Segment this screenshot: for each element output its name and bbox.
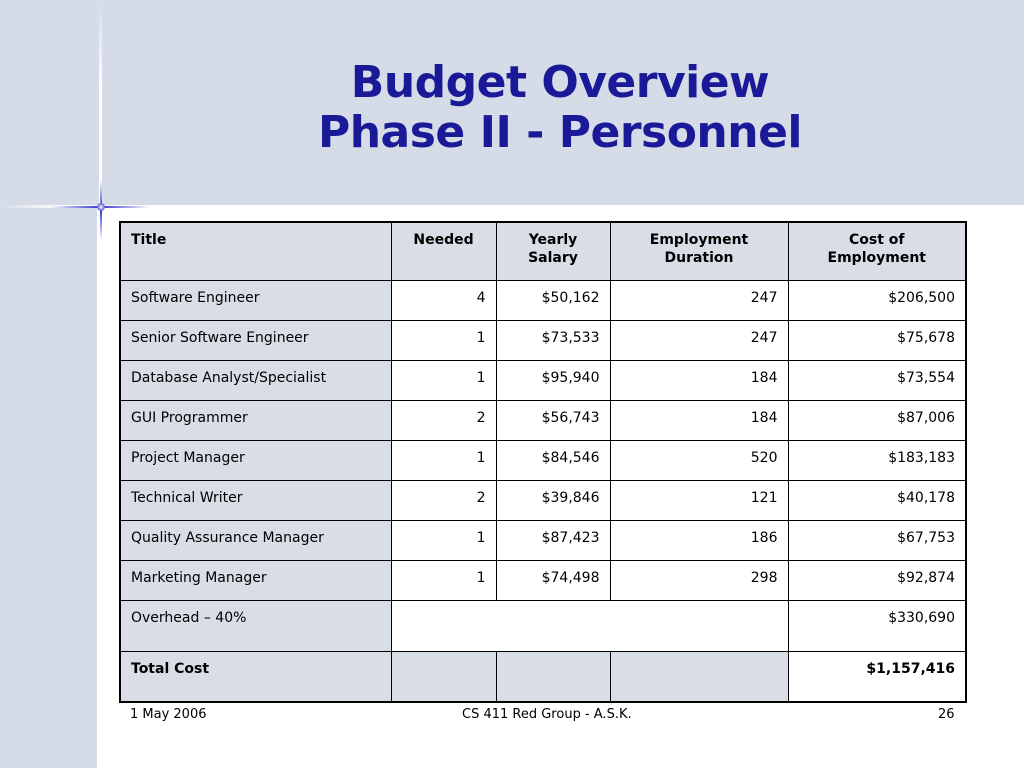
row-title: Quality Assurance Manager xyxy=(120,520,391,560)
row-cost: $92,874 xyxy=(788,560,966,600)
budget-table xyxy=(119,221,967,703)
row-needed: 1 xyxy=(391,320,496,360)
row-cost: $206,500 xyxy=(788,280,966,320)
row-cost: $87,006 xyxy=(788,400,966,440)
row-title: Senior Software Engineer xyxy=(120,320,391,360)
total-row xyxy=(120,651,966,702)
row-needed: 2 xyxy=(391,400,496,440)
slide-title-line-1: Budget Overview xyxy=(350,57,770,108)
total-blank-1 xyxy=(391,651,496,702)
footer-date: 1 May 2006 xyxy=(130,707,207,722)
total-blank-3 xyxy=(610,651,788,702)
total-cost: $1,157,416 xyxy=(788,651,966,702)
overhead-cost: $330,690 xyxy=(788,600,966,651)
table-row xyxy=(120,480,966,520)
decorative-vertical-line xyxy=(99,0,102,768)
header-salary-line-2: Salary xyxy=(528,250,578,266)
header-salary-line-1: Yearly xyxy=(528,232,578,248)
header-duration-line-2: Duration xyxy=(664,250,734,266)
slide-title xyxy=(120,58,1000,158)
header-cost-line-1: Cost of xyxy=(848,232,905,248)
row-cost: $183,183 xyxy=(788,440,966,480)
footer-page-number: 26 xyxy=(938,707,955,722)
header-cost-line-2: Employment xyxy=(827,250,926,266)
row-title: Database Analyst/Specialist xyxy=(120,360,391,400)
header-cost-of-employment xyxy=(788,222,966,280)
table-row xyxy=(120,360,966,400)
row-title: Marketing Manager xyxy=(120,560,391,600)
decorative-horizontal-line xyxy=(0,205,1024,208)
total-blank-2 xyxy=(496,651,610,702)
row-duration: 298 xyxy=(610,560,788,600)
total-label: Total Cost xyxy=(120,651,391,702)
table-row xyxy=(120,400,966,440)
row-title: Technical Writer xyxy=(120,480,391,520)
header-duration-line-1: Employment xyxy=(649,232,749,248)
row-duration: 121 xyxy=(610,480,788,520)
header-yearly-salary xyxy=(496,222,610,280)
footer-center-text: CS 411 Red Group - A.S.K. xyxy=(462,707,632,722)
row-cost: $40,178 xyxy=(788,480,966,520)
row-salary: $74,498 xyxy=(496,560,610,600)
overhead-label: Overhead – 40% xyxy=(120,600,391,651)
row-needed: 2 xyxy=(391,480,496,520)
header-employment-duration xyxy=(610,222,788,280)
table-header-row xyxy=(120,222,966,280)
row-needed: 1 xyxy=(391,560,496,600)
row-salary: $50,162 xyxy=(496,280,610,320)
header-title: Title xyxy=(120,222,391,280)
table-row xyxy=(120,440,966,480)
row-salary: $56,743 xyxy=(496,400,610,440)
row-duration: 247 xyxy=(610,280,788,320)
star-sparkle-core xyxy=(97,203,105,211)
row-duration: 184 xyxy=(610,360,788,400)
row-salary: $95,940 xyxy=(496,360,610,400)
row-duration: 247 xyxy=(610,320,788,360)
row-needed: 1 xyxy=(391,440,496,480)
overhead-row xyxy=(120,600,966,651)
row-duration: 186 xyxy=(610,520,788,560)
row-title: GUI Programmer xyxy=(120,400,391,440)
row-salary: $73,533 xyxy=(496,320,610,360)
row-cost: $75,678 xyxy=(788,320,966,360)
table-row xyxy=(120,280,966,320)
row-needed: 4 xyxy=(391,280,496,320)
background-band-left xyxy=(0,207,97,768)
row-cost: $73,554 xyxy=(788,360,966,400)
row-salary: $87,423 xyxy=(496,520,610,560)
row-title: Software Engineer xyxy=(120,280,391,320)
row-needed: 1 xyxy=(391,520,496,560)
table-row xyxy=(120,520,966,560)
header-needed: Needed xyxy=(391,222,496,280)
row-cost: $67,753 xyxy=(788,520,966,560)
row-duration: 184 xyxy=(610,400,788,440)
row-salary: $84,546 xyxy=(496,440,610,480)
row-title: Project Manager xyxy=(120,440,391,480)
table-row xyxy=(120,560,966,600)
row-needed: 1 xyxy=(391,360,496,400)
slide-title-line-2: Phase II - Personnel xyxy=(317,107,803,158)
table-row xyxy=(120,320,966,360)
overhead-blank xyxy=(391,600,788,651)
row-salary: $39,846 xyxy=(496,480,610,520)
row-duration: 520 xyxy=(610,440,788,480)
